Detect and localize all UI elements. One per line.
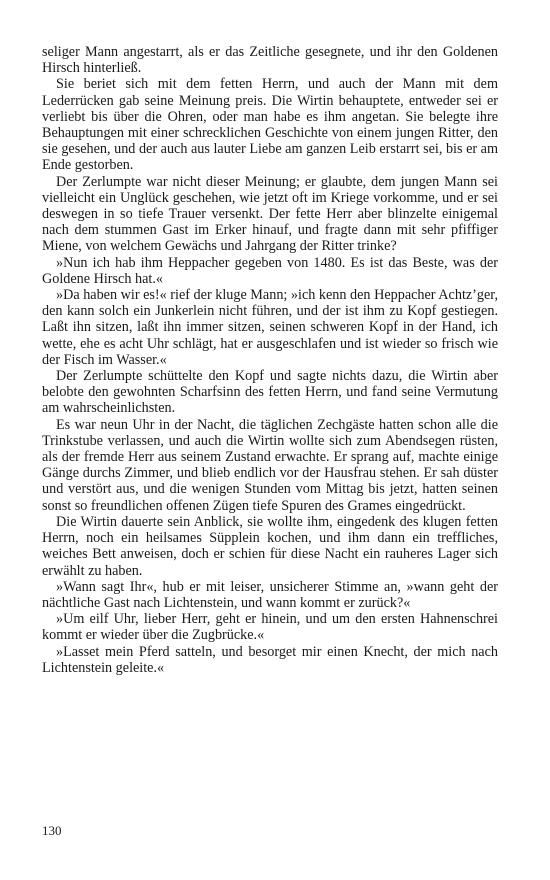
- page-number: 130: [42, 823, 62, 838]
- paragraph: Die Wirtin dauerte sein Anblick, sie wollte ihm, eingedenk des klugen fetten Herrn, noch ein heilsames Süpplein kochen, und ihm dann ein treffliches, weiches Bett anweisen, doch er schien für diese Nacht ein rauheres Lager sich erwählt zu haben.: [42, 513, 498, 579]
- paragraph: Der Zerlumpte schüttelte den Kopf und sagte nichts dazu, die Wirtin aber belobte den gewohnten Scharfsinn des fetten Herrn, und fand seine Vermutung am wahrscheinlichsten.: [42, 368, 498, 417]
- page-body: [42, 44, 498, 676]
- paragraph: »Lasset mein Pferd satteln, und besorget mir einen Knecht, der mich nach Lichtenstein geleite.«: [42, 643, 498, 676]
- paragraph: »Da haben wir es!« rief der kluge Mann; »ich kenn den Heppacher Achtz’ger, den kann solch ein Junkerlein nicht führen, und der ist ihm zu Kopf gestiegen. Laßt ihn sitzen, laßt ihn immer sitzen, seinen schweren Kopf in der Hand, ich wette, ehe es acht Uhr schlägt, hat er ausgeschlafen und ist wieder so frisch wie der Fisch im Wasser.«: [42, 287, 498, 368]
- paragraph: seliger Mann angestarrt, als er das Zeitliche gesegnete, und ihr den Goldenen Hirsch hinterließ.: [42, 44, 498, 77]
- paragraph: »Um eilf Uhr, lieber Herr, geht er hinein, und um den ersten Hahnenschrei kommt er wieder über die Zugbrücke.«: [42, 611, 498, 644]
- paragraph: Es war neun Uhr in der Nacht, die täglichen Zechgäste hatten schon alle die Trinkstube verlassen, und auch die Wirtin wollte sich zum Abendsegen rüsten, als der fremde Herr aus seinem Zustand erwachte. Er sprang auf, machte einige Gänge durchs Zimmer, und blieb endlich vor der Hausfrau stehen. Er sah düster und verstört aus, und die wenigen Stunden vom Mittag bis jetzt, hatten seinen sonst so freundlichen offenen Zügen tiefe Spuren des Grames eingedrückt.: [42, 416, 498, 514]
- paragraph: »Nun ich hab ihm Heppacher gegeben von 1480. Es ist das Beste, was der Goldene Hirsch hat.«: [42, 254, 498, 287]
- paragraph: Der Zerlumpte war nicht dieser Meinung; er glaubte, dem jungen Mann sei vielleicht ein Unglück geschehen, wie jetzt oft im Kriege vorkomme, und er sei deswegen in so tiefe Trauer versenkt. Der fette Herr aber blinzelte einigemal nach dem stummen Gast im Erker hinauf, und fragte dann mit sehr pfiffiger Miene, von welchem Gewächs und Jahrgang der Ritter trinke?: [42, 173, 498, 255]
- paragraph: »Wann sagt Ihr«, hub er mit leiser, unsicherer Stimme an, »wann geht der nächtliche Gast nach Lichtenstein, und wann kommt er zurück?«: [42, 578, 498, 611]
- paragraph: Sie beriet sich mit dem fetten Herrn, und auch der Mann mit dem Lederrücken gab seine Meinung preis. Die Wirtin behauptete, entweder sei er verliebt bis über die Ohren, oder man habe es ihm angetan. Sie belegte ihre Behauptungen mit einer schrecklichen Geschichte von einem jungen Ritter, den sie gesehen, und der auch aus lauter Liebe am ganzen Leib erstarrt sei, bis er am Ende gestorben.: [42, 76, 498, 174]
